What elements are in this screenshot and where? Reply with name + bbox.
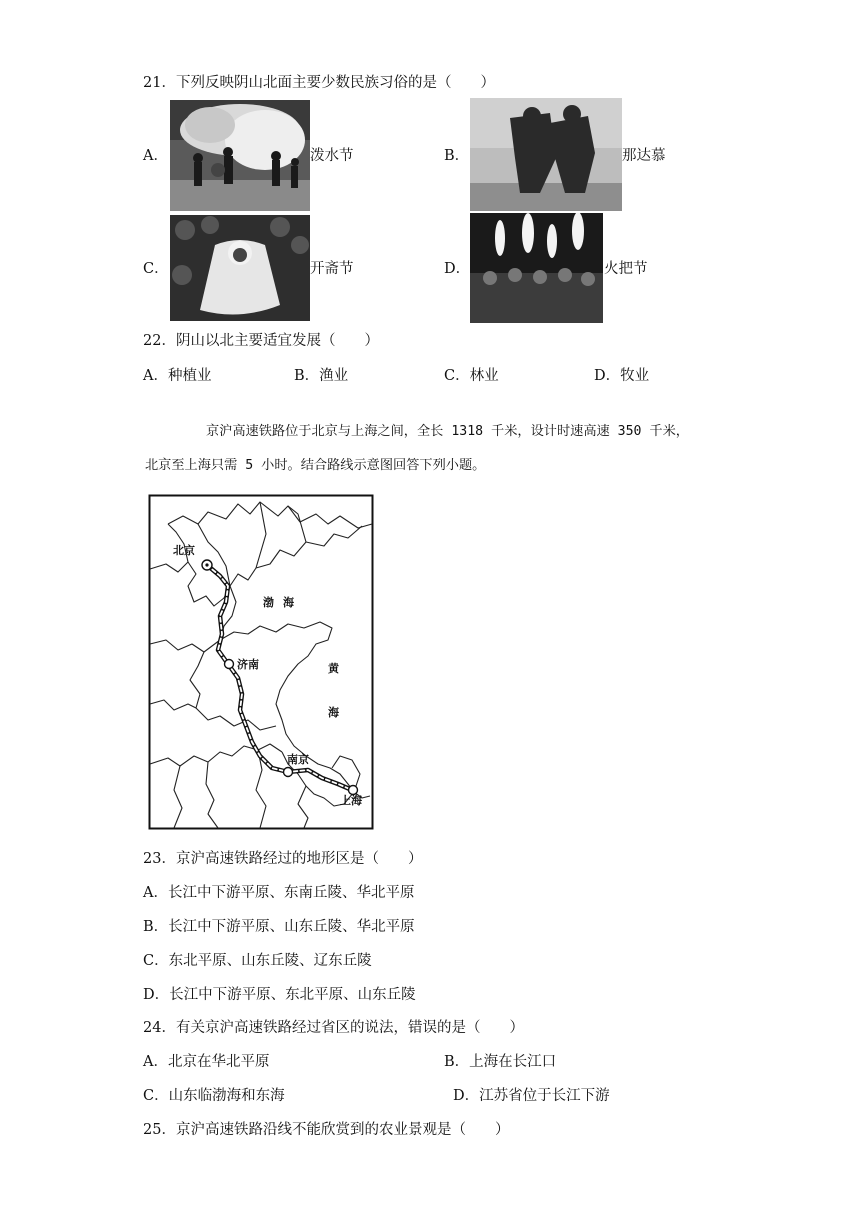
q21-option-d-caption: 火把节	[604, 261, 648, 277]
map-label-bohai-2: 海	[283, 596, 294, 609]
map-label-huanghai-2: 海	[328, 706, 339, 719]
jinan-marker	[225, 660, 234, 669]
q23-option-c: C．东北平原、山东丘陵、辽东丘陵	[143, 953, 372, 969]
q24-option-c: C．山东临渤海和东海	[143, 1088, 285, 1104]
q21-option-b-caption: 那达慕	[622, 148, 666, 164]
q21-option-b-letter: B．	[444, 148, 470, 164]
festival-crowd-photo	[170, 215, 310, 321]
q21-option-c-caption: 开斋节	[310, 261, 354, 277]
railway-route-map	[148, 494, 374, 830]
q25-stem: 25．京沪高速铁路沿线不能欣赏到的农业景观是（ ）	[143, 1122, 510, 1138]
q21-option-c-letter: C．	[143, 261, 169, 277]
beijing-marker	[202, 560, 212, 570]
q21-option-a-caption: 泼水节	[310, 148, 354, 164]
map-label-jinan: 济南	[237, 658, 259, 671]
map-label-huanghai-1: 黄	[328, 662, 339, 675]
q24-option-a: A．北京在华北平原	[143, 1054, 270, 1070]
q24-option-d: D．江苏省位于长江下游	[453, 1088, 610, 1104]
q22-option-b: B．渔业	[294, 368, 349, 384]
q22-option-d: D．牧业	[594, 368, 650, 384]
map-label-beijing: 北京	[173, 544, 195, 557]
passage-line-1: 京沪高速铁路位于北京与上海之间，全长 1318 千米，设计时速高速 350 千米，	[206, 424, 689, 439]
q23-option-b: B．长江中下游平原、山东丘陵、华北平原	[143, 919, 415, 935]
q22-stem: 22．阴山以北主要适宜发展（ ）	[143, 333, 379, 349]
torch-festival-photo	[470, 213, 603, 323]
water-splashing-festival-photo	[170, 100, 310, 211]
q22-option-a: A．种植业	[143, 368, 212, 384]
q23-option-d: D．长江中下游平原、东北平原、山东丘陵	[143, 987, 416, 1003]
passage-line-2: 北京至上海只需 5 小时。结合路线示意图回答下列小题。	[145, 458, 486, 473]
map-label-bohai-1: 渤	[263, 596, 274, 609]
map-label-nanjing: 南京	[287, 753, 309, 766]
map-label-shanghai: 上海	[340, 794, 362, 807]
q21-option-a-letter: A．	[143, 148, 168, 164]
q23-option-a: A．长江中下游平原、东南丘陵、华北平原	[143, 885, 415, 901]
q21-option-d-letter: D．	[444, 261, 471, 277]
nanjing-marker	[284, 768, 293, 777]
q22-option-c: C．林业	[444, 368, 499, 384]
q24-stem: 24．有关京沪高速铁路经过省区的说法，错误的是（ ）	[143, 1020, 524, 1036]
q21-stem: 21．下列反映阴山北面主要少数民族习俗的是（ ）	[143, 75, 495, 91]
wrestling-match-photo	[470, 98, 622, 211]
q23-stem: 23．京沪高速铁路经过的地形区是（ ）	[143, 851, 423, 867]
q24-option-b: B．上海在长江口	[444, 1054, 557, 1070]
